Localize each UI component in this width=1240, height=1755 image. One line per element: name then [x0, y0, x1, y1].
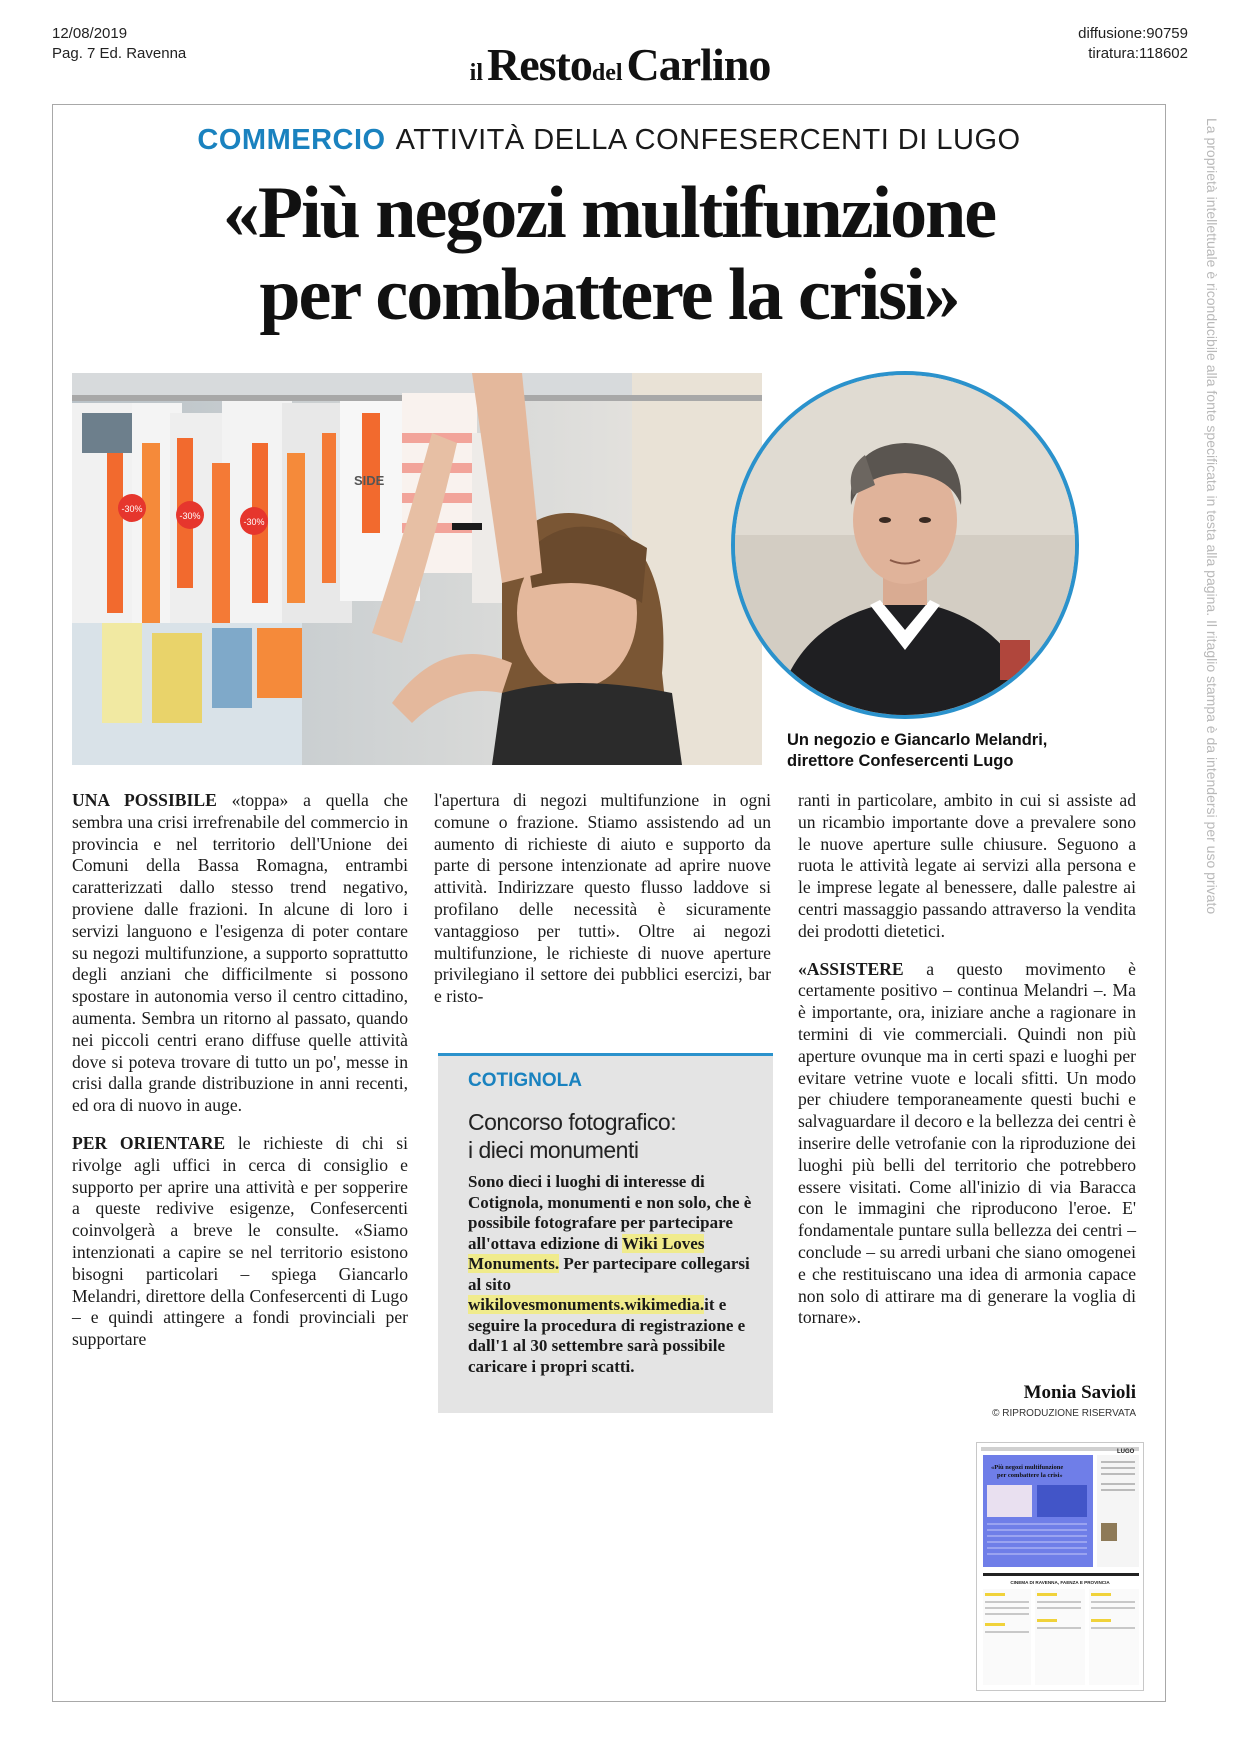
box-text: Sono dieci i luoghi di interesse di Cotignola, monumenti e non solo, che è possibile fotografare per partecipare all'ottava edizione di — [468, 1172, 752, 1253]
paragraph-lead: PER ORIENTARE — [72, 1132, 226, 1153]
thumbnail-headline-2: per combattere la crisi» — [997, 1472, 1063, 1479]
rights-notice: © RIPRODUZIONE RISERVATA — [992, 1408, 1136, 1419]
article-column-2 — [434, 790, 771, 1008]
thumbnail-footer-title: CINEMA DI RAVENNA, FAENZA E PROVINCIA — [1010, 1580, 1110, 1585]
wiki-loves-monuments-highlight: Wiki Loves Monuments. — [468, 1233, 705, 1273]
masthead-resto: Resto — [487, 39, 592, 90]
caption-line-1: Un negozio e Giancarlo Melandri, — [787, 731, 1048, 749]
photo-caption — [787, 730, 1087, 772]
shop-photo-illustration — [72, 373, 762, 765]
box-body — [468, 1172, 753, 1377]
paragraph-lead: UNA POSSIBILE — [72, 790, 217, 810]
diffusione: diffusione:90759 — [1078, 25, 1188, 42]
thumbnail-header: LUGO — [1117, 1449, 1135, 1455]
article-column-3 — [798, 790, 1136, 1329]
thumbnail-headline-1: «Più negozi multifunzione — [991, 1464, 1064, 1471]
circulation-info — [1078, 24, 1188, 64]
masthead-il: il — [469, 60, 484, 86]
box-text: it e seguire la procedura di registrazione e dall'1 al 30 settembre sarà possibile caricare i propri scatti. — [468, 1295, 746, 1376]
headline-line-1: «Più negozi multifunzione — [222, 172, 996, 254]
box-title-line-2: i dieci monumenti — [468, 1137, 639, 1163]
paragraph-lead: «ASSISTERE — [798, 958, 904, 979]
paragraph-text: «toppa» a quella che sembra una crisi irrefrenabile del commercio in provincia e nel territorio dell'Unione dei Comuni della Bassa Romagna, entrambi caratterizzati dallo stesso trend negativo, proviene dalle frazioni. In alcune di loro i servizi languono e l'esigenza di poter contare su negozi multifunzione, a supporto soprattutto degli anziani che difficilmente si possono spostare in autonomia verso il centro cittadino, aumenta. Sembra un ritorno al passato, quando nei piccoli centri erano diffuse quelle attività dove si poteva trovare di tutto un po', messe in crisi dalla grande distribuzione in anni recenti, ed ora di nuovo in auge. — [72, 790, 408, 1116]
headline-line-2: per combattere la crisi» — [259, 254, 959, 336]
page-edition: Pag. 7 Ed. Ravenna — [52, 45, 187, 62]
subsection-label: ATTIVITÀ DELLA CONFESERCENTI DI LUGO — [395, 124, 1021, 156]
box-title — [468, 1108, 753, 1164]
paragraph — [72, 1133, 408, 1351]
newspaper-masthead — [0, 38, 1240, 91]
paragraph — [798, 959, 1136, 1330]
box-section-label: COTIGNOLA — [468, 1070, 582, 1091]
masthead-carlino: Carlino — [626, 39, 771, 90]
box-text: Per partecipare collegarsi al sito — [468, 1254, 750, 1294]
copyright-side-note: La proprietà intellettuale è riconducibile alla fonte specificata in testa alla pagina. Il ritaglio stampa è da intendersi per uso privato — [1204, 118, 1220, 915]
discount-tag-3: -30% — [243, 517, 265, 527]
paragraph-text: le richieste di chi si rivolge agli uffici in cerca di consiglio e supporto per aprire una attività e per sopperire a queste redivive esigenze, Confesercenti coinvolgerà a breve le consulte. «Siamo intenzionati a capire se nel territorio esistono bisogni particolari – spiega Giancarlo Melandri, direttore della Confesercenti di Lugo – e quindi attingere a fondi provinciali per supportare — [72, 1132, 408, 1350]
page-thumbnail-illustration — [977, 1443, 1143, 1690]
cotignola-sidebar-box — [438, 1053, 773, 1413]
paragraph-text: a questo movimento è certamente positivo – continua Melandri –. Ma è importante, ora, iniziare anche a ragionare in termini di vie commerciali. Quindi non più aperture ovunque ma in certi spazi e luoghi per evitare vetrine vuote e locali sfitti. Un modo per chiudere temporaneamente questi buchi e salvaguardare il decoro e la bellezza dei centri è inserire delle vetrofanie con la riproduzione dei luoghi più belli del territorio che potrebbero essere visitati. Come all'inizio di via Baracca con le immagini che riproducono l'eroe. E' fondamentale puntare sulla bellezza dei centri – conclude – su arredi urbani che siano omogenei e che restituiscano una idea di armonia capace non solo di attirare ma di generare la voglia di tornare». — [798, 958, 1136, 1328]
shop-photo — [72, 373, 762, 765]
caption-line-2: direttore Confesercenti Lugo — [787, 752, 1014, 770]
paragraph — [72, 790, 408, 1117]
website-link-highlight[interactable]: wikilovesmonuments.wikimedia. — [468, 1295, 705, 1314]
section-label: COMMERCIO — [197, 124, 386, 156]
portrait-photo — [731, 371, 1079, 719]
paragraph-text: l'apertura di negozi multifunzione in ogni comune o frazione. Stiamo assistendo ad un aumento di richieste di aiuto e supporto da parte di persone intenzionate ad aprire nuove attività. Indirizzare questo flusso laddove si profilano delle necessità è sicuramente vantaggioso per tutti». Oltre ai negozi multifunzione, le richieste di nuove aperture privilegiano il settore dei pubblici esercizi, bar e risto- — [434, 790, 771, 1007]
page-thumbnail — [976, 1442, 1144, 1691]
article-column-1 — [72, 790, 408, 1351]
headline — [52, 172, 1166, 336]
portrait-illustration — [735, 375, 1075, 715]
section-kicker — [52, 124, 1166, 157]
author-byline: Monia Savioli — [1023, 1382, 1136, 1403]
date: 12/08/2019 — [52, 25, 128, 42]
discount-tag-2: -30% — [179, 511, 201, 521]
discount-tag-1: -30% — [121, 504, 143, 514]
shirt-print-text: SIDE — [354, 473, 385, 488]
masthead-del: del — [591, 60, 623, 86]
paragraph-text: ranti in particolare, ambito in cui si assiste ad un ricambio importante dove a prevalere sono le nuove aperture sulle chiusure. Seguono a ruota le attività legate ai servizi alla persona e le imprese legate al benessere, dalle palestre ai centri massaggio passando attraverso la vendita dei prodotti dietetici. — [798, 790, 1136, 941]
box-title-line-1: Concorso fotografico: — [468, 1109, 677, 1135]
tiratura: tiratura:118602 — [1088, 45, 1188, 62]
